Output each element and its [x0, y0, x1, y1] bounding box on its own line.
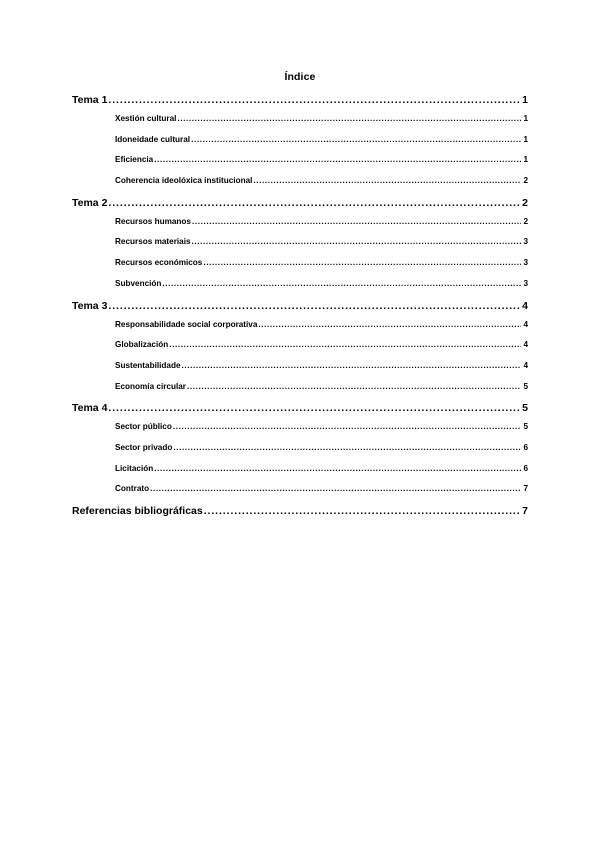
toc-entry-page: 2: [522, 196, 528, 209]
toc-entry-tema-4[interactable]: [72, 402, 528, 422]
toc-entry-referencias[interactable]: [72, 505, 528, 525]
dot-leader: [154, 464, 521, 473]
toc-entry-label: Sustentabilidade: [115, 360, 181, 370]
toc-entry-label: Xestión cultural: [115, 114, 177, 123]
toc-entry-label: Licitación: [115, 463, 154, 473]
toc-entry-page: 6: [523, 463, 528, 473]
toc-entry-page: 6: [523, 442, 528, 452]
toc-entry-licitacion[interactable]: [72, 464, 528, 485]
dot-leader: [108, 197, 521, 209]
toc-entry-tema-3[interactable]: [72, 300, 528, 320]
toc-entry-label: Subvención: [115, 278, 162, 288]
toc-entry-label: Economía circular: [115, 381, 186, 391]
toc-entry-idoneidade-cultural[interactable]: [72, 135, 528, 156]
toc-entry-recursos-humanos[interactable]: [72, 217, 528, 238]
toc-entry-page: 4: [523, 340, 528, 350]
toc-entry-label: Tema 1: [72, 94, 108, 106]
toc-entry-sector-privado[interactable]: [72, 443, 528, 464]
dot-leader: [253, 176, 521, 185]
toc-entry-label: Tema 2: [72, 196, 108, 209]
toc-entry-label: Sector público: [115, 422, 172, 432]
toc-entry-page: 2: [523, 176, 528, 186]
toc-entry-page: 3: [523, 278, 528, 288]
dot-leader: [108, 94, 521, 106]
toc-entry-page: 7: [522, 505, 528, 517]
toc-entry-page: 4: [522, 299, 528, 312]
dot-leader: [258, 320, 521, 329]
toc-entry-tema-1[interactable]: [72, 94, 528, 114]
toc-entry-coherencia-ideoloxica[interactable]: [72, 176, 528, 197]
toc-entry-recursos-materiais[interactable]: [72, 237, 528, 258]
dot-leader: [204, 505, 521, 517]
toc-entry-page: 3: [523, 258, 528, 268]
toc-entry-label: Recursos materiais: [115, 237, 191, 247]
dot-leader: [177, 114, 521, 123]
toc-entry-sector-publico[interactable]: [72, 422, 528, 443]
toc-entry-label: Eficiencia: [115, 155, 154, 165]
dot-leader: [173, 422, 521, 431]
toc-entry-label: Responsabilidade social corporativa: [115, 319, 258, 329]
dot-leader: [169, 340, 521, 349]
toc-entry-page: 4: [523, 360, 528, 370]
toc-entry-responsabilidade-social[interactable]: [72, 320, 528, 341]
toc-entry-recursos-economicos[interactable]: [72, 258, 528, 279]
toc-entry-label: Sector privado: [115, 442, 173, 452]
toc-entry-label: Contrato: [115, 484, 150, 494]
dot-leader: [191, 135, 521, 144]
dot-leader: [203, 258, 521, 267]
dot-leader: [192, 217, 521, 226]
dot-leader: [173, 443, 521, 452]
dot-leader: [187, 382, 521, 391]
dot-leader: [108, 300, 521, 312]
toc-entry-page: 7: [523, 484, 528, 494]
page-title: Índice: [284, 71, 316, 83]
toc-entry-label: Tema 3: [72, 299, 108, 312]
toc-entry-contrato[interactable]: [72, 484, 528, 505]
toc-entry-label: Tema 4: [72, 402, 108, 415]
dot-leader: [162, 279, 521, 288]
dot-leader: [108, 402, 521, 414]
table-of-contents: [72, 94, 528, 525]
toc-entry-xestion-cultural[interactable]: [72, 114, 528, 135]
toc-entry-page: 5: [523, 422, 528, 432]
toc-entry-economia-circular[interactable]: [72, 382, 528, 403]
toc-entry-label: Recursos humanos: [115, 216, 191, 226]
toc-entry-sustentabilidade[interactable]: [72, 361, 528, 382]
toc-entry-label: Recursos económicos: [115, 258, 203, 268]
toc-entry-page: 4: [523, 319, 528, 329]
toc-entry-eficiencia[interactable]: [72, 155, 528, 176]
dot-leader: [192, 237, 521, 246]
toc-entry-label: Idoneidade cultural: [115, 134, 191, 144]
toc-entry-page: 3: [523, 237, 528, 247]
toc-entry-subvencion[interactable]: [72, 279, 528, 300]
toc-entry-page: 5: [522, 402, 528, 415]
toc-entry-page: 1: [523, 134, 528, 144]
toc-entry-page: 1: [522, 94, 528, 106]
toc-entry-label: Coherencia ideolóxica institucional: [115, 176, 253, 186]
dot-leader: [154, 155, 521, 164]
toc-entry-page: 1: [523, 155, 528, 165]
dot-leader: [182, 361, 521, 370]
toc-entry-tema-2[interactable]: [72, 197, 528, 217]
toc-entry-page: 2: [523, 216, 528, 226]
toc-entry-page: 5: [523, 381, 528, 391]
toc-entry-label: Referencias bibliográficas: [72, 505, 203, 517]
dot-leader: [150, 484, 521, 493]
toc-entry-globalizacion[interactable]: [72, 340, 528, 361]
toc-entry-page: 1: [523, 114, 528, 123]
toc-entry-label: Globalización: [115, 340, 169, 350]
